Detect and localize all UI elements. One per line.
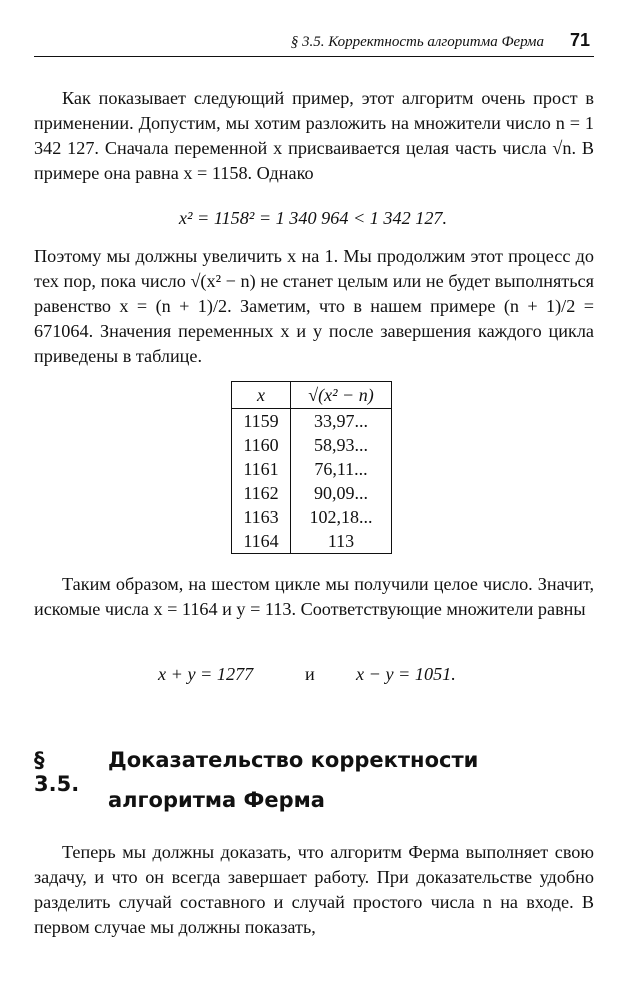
running-title: § 3.5. Корректность алгоритма Ферма (290, 34, 544, 50)
equation-factors (0, 664, 626, 690)
cell-root: 33,97... (291, 409, 392, 434)
running-header (34, 30, 594, 57)
equation-sum: x + y = 1277 (158, 664, 254, 684)
table-row (232, 409, 392, 434)
cell-root: 90,09... (291, 481, 392, 505)
column-header-x: x (232, 382, 291, 409)
column-header-root: √(x² − n) (291, 382, 392, 409)
table-header-row (232, 382, 392, 409)
cell-root: 102,18... (291, 505, 392, 529)
equation-difference: x − y = 1051. (356, 664, 456, 684)
section-title-line1: Доказательство корректности (108, 748, 479, 772)
cell-x: 1162 (232, 481, 291, 505)
page-number: 71 (569, 30, 590, 50)
section-number: § 3.5. (34, 748, 80, 796)
cell-x: 1163 (232, 505, 291, 529)
values-table (231, 381, 392, 554)
cell-root: 76,11... (291, 457, 392, 481)
cell-x: 1161 (232, 457, 291, 481)
equation-conjunction: и (305, 664, 315, 684)
paragraph-intro: Как показывает следующий пример, этот алгоритм очень прост в применении. Допустим, мы хотим разложить на множители число n = 1 342 127. Сначала переменной x присваивается целая часть числа √n. В примере она равна x = 1158. Однако (34, 88, 594, 183)
section-title-line2: алгоритма Ферма (108, 788, 325, 812)
cell-root: 113 (291, 529, 392, 554)
paragraph-proof: Теперь мы должны доказать, что алгоритм Ферма выполняет свою задачу, и что он всегда завершает работу. При доказательстве удобно разделить случай составного и случай простого числа n на входе. В первом случае мы должны показать, (34, 842, 594, 937)
paragraph-result: Таким образом, на шестом цикле мы получили целое число. Значит, искомые числа x = 1164 и y = 113. Соответствующие множители равны (34, 574, 594, 619)
paragraph-process: Поэтому мы должны увеличить x на 1. Мы продолжим этот процесс до тех пор, пока число √(x² − n) не станет целым или не будет выполняться равенство x = (n + 1)/2. Заметим, что в нашем примере (n + 1)/2 = 671064. Значения переменных x и y после завершения каждого цикла приведены в таблице. (34, 246, 594, 366)
table-row (232, 457, 392, 481)
cell-root: 58,93... (291, 433, 392, 457)
cell-x: 1164 (232, 529, 291, 554)
cell-x: 1159 (232, 409, 291, 434)
table-row (232, 481, 392, 505)
equation-square: x² = 1158² = 1 340 964 < 1 342 127. (178, 208, 448, 228)
cell-x: 1160 (232, 433, 291, 457)
table-row (232, 433, 392, 457)
table-row (232, 505, 392, 529)
table-row (232, 529, 392, 554)
